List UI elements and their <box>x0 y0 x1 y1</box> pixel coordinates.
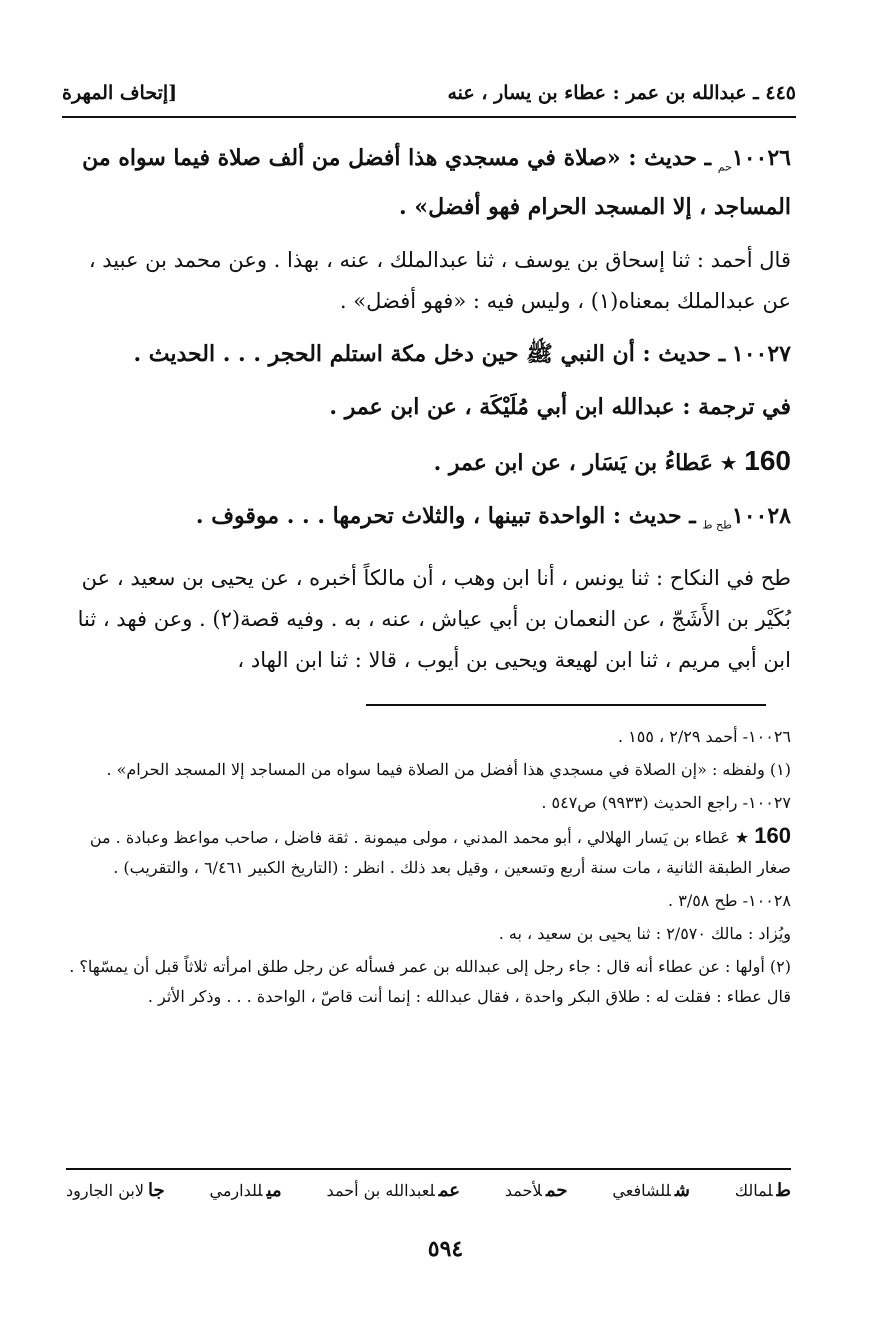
narrator-bio: عَطاء بن يَسار الهلالي ، أبو محمد المدني ، مولى ميمونة . ثقة فاضل ، صاحب مواعظ وعبادة . من صغار الطبقة الثانية ، مات سنة أربع وتسعين ، وقيل بعد ذلك . انظر : (التاريخ الكبير ٦/٤٦١ ، والتقريب) . <box>89 828 791 877</box>
narrator-number: 160 <box>744 445 791 477</box>
legend-item: طلمالك <box>734 1180 791 1201</box>
hadith-number: ١٠٠٢٧ <box>731 341 791 368</box>
hadith-10027 <box>64 334 791 375</box>
footnote-item: (٢) أولها : عن عطاء أنه قال : جاء رجل إلى عبدالله بن عمر فسأله عن رجل طلق امرأته ثلاثاً قبل أن يمسّها؟ . قال عطاء : فقلت له : طلاق البكر واحدة ، فقال عبدالله : إنما أنت قاصّ ، الواحدة . . . وذكر الأثر . <box>69 957 791 1006</box>
legend-separator <box>66 1168 791 1170</box>
header-book-title: [إتحاف المهرة <box>62 82 178 104</box>
running-header <box>62 78 796 118</box>
hadith-10028 <box>64 496 791 545</box>
narrator-heading <box>64 440 791 484</box>
hadith-title: ـ حديث : أن النبي ﷺ حين دخل مكة استلم الحجر . . . الحديث . <box>133 341 726 368</box>
footnote-item <box>66 821 791 883</box>
narrator-number: 160 <box>754 823 791 848</box>
legend-item: ميللدارمي <box>209 1180 282 1201</box>
footnotes <box>66 722 791 1015</box>
footnote-item: ١٠٠٢٦- أحمد ٢/٢٩ ، ١٥٥ . <box>618 727 791 746</box>
star-icon: ★ <box>734 828 750 847</box>
hadith-title: ـ حديث : الواحدة تبينها ، والثلاث تحرمها . . . موقوف . <box>195 503 696 530</box>
footnote-separator <box>366 704 766 706</box>
star-icon: ★ <box>719 451 738 476</box>
footnote-item: (١) ولفظه : «إن الصلاة في مسجدي هذا أفضل من الصلاة فيما سواه من المساجد إلا المسجد الحرام» . <box>106 760 791 779</box>
header-chapter-title: ٤٤٥ ـ عبدالله بن عمر : عطاء بن يسار ، عنه <box>447 82 796 104</box>
hadith-number: $١٠٠٢٨_{طح ط}$ <box>702 503 791 532</box>
page-number: ٥٩٤ <box>427 1236 464 1262</box>
legend-item: عملعبدالله بن أحمد <box>326 1180 460 1201</box>
narrator-name: عَطاءُ بن يَسَار ، عن ابن عمر . <box>433 450 713 477</box>
legend-item: شللشافعي <box>612 1180 690 1201</box>
legend-item: جالابن الجارود <box>66 1180 165 1201</box>
footnote-item: ويُزاد : مالك ٢/٥٧٠ : ثنا يحيى بن سعيد ، به . <box>498 924 791 943</box>
hadith-10026 <box>64 138 791 228</box>
hadith-sanad: طح في النكاح : ثنا يونس ، أنا ابن وهب ، أن مالكاً أخبره ، عن يحيى بن سعيد ، عن بُكَيْر بن الأَشَجّ ، عن النعمان بن أبي عياش ، عنه ، به . وفيه قصة(٢) . وعن فهد ، ثنا ابن أبي مريم ، ثنا ابن لهيعة ويحيى بن أيوب ، قالا : ثنا ابن الهاد ، <box>77 565 791 672</box>
main-text <box>64 138 791 693</box>
hadith-number: $١٠٠٢٦_{حم}$ <box>717 145 791 174</box>
source-tag: حم <box>717 160 732 174</box>
legend-item: حملأحمد <box>504 1180 568 1201</box>
footnote-item: ١٠٠٢٨- طح ٣/٥٨ . <box>668 891 791 910</box>
hadith-sanad: قال أحمد : ثنا إسحاق بن يوسف ، ثنا عبدالملك ، عنه ، بهذا . وعن محمد بن عبيد ، عن عبدالملك بمعناه(١) ، وليس فيه : «فهو أفضل» . <box>88 248 791 314</box>
hadith-title: ـ حديث : «صلاة في مسجدي هذا أفضل من ألف صلاة فيما سواه من المساجد ، إلا المسجد الحرام فهو أفضل» . <box>82 145 791 221</box>
footnote-item: ١٠٠٢٧- راجع الحديث (٩٩٣٣) ص٥٤٧ . <box>541 793 791 812</box>
source-tag: طح ط <box>702 518 732 532</box>
hadith-tarjama: في ترجمة : عبدالله ابن أبي مُلَيْكَة ، عن ابن عمر . <box>329 394 791 421</box>
abbreviation-legend <box>66 1180 791 1201</box>
